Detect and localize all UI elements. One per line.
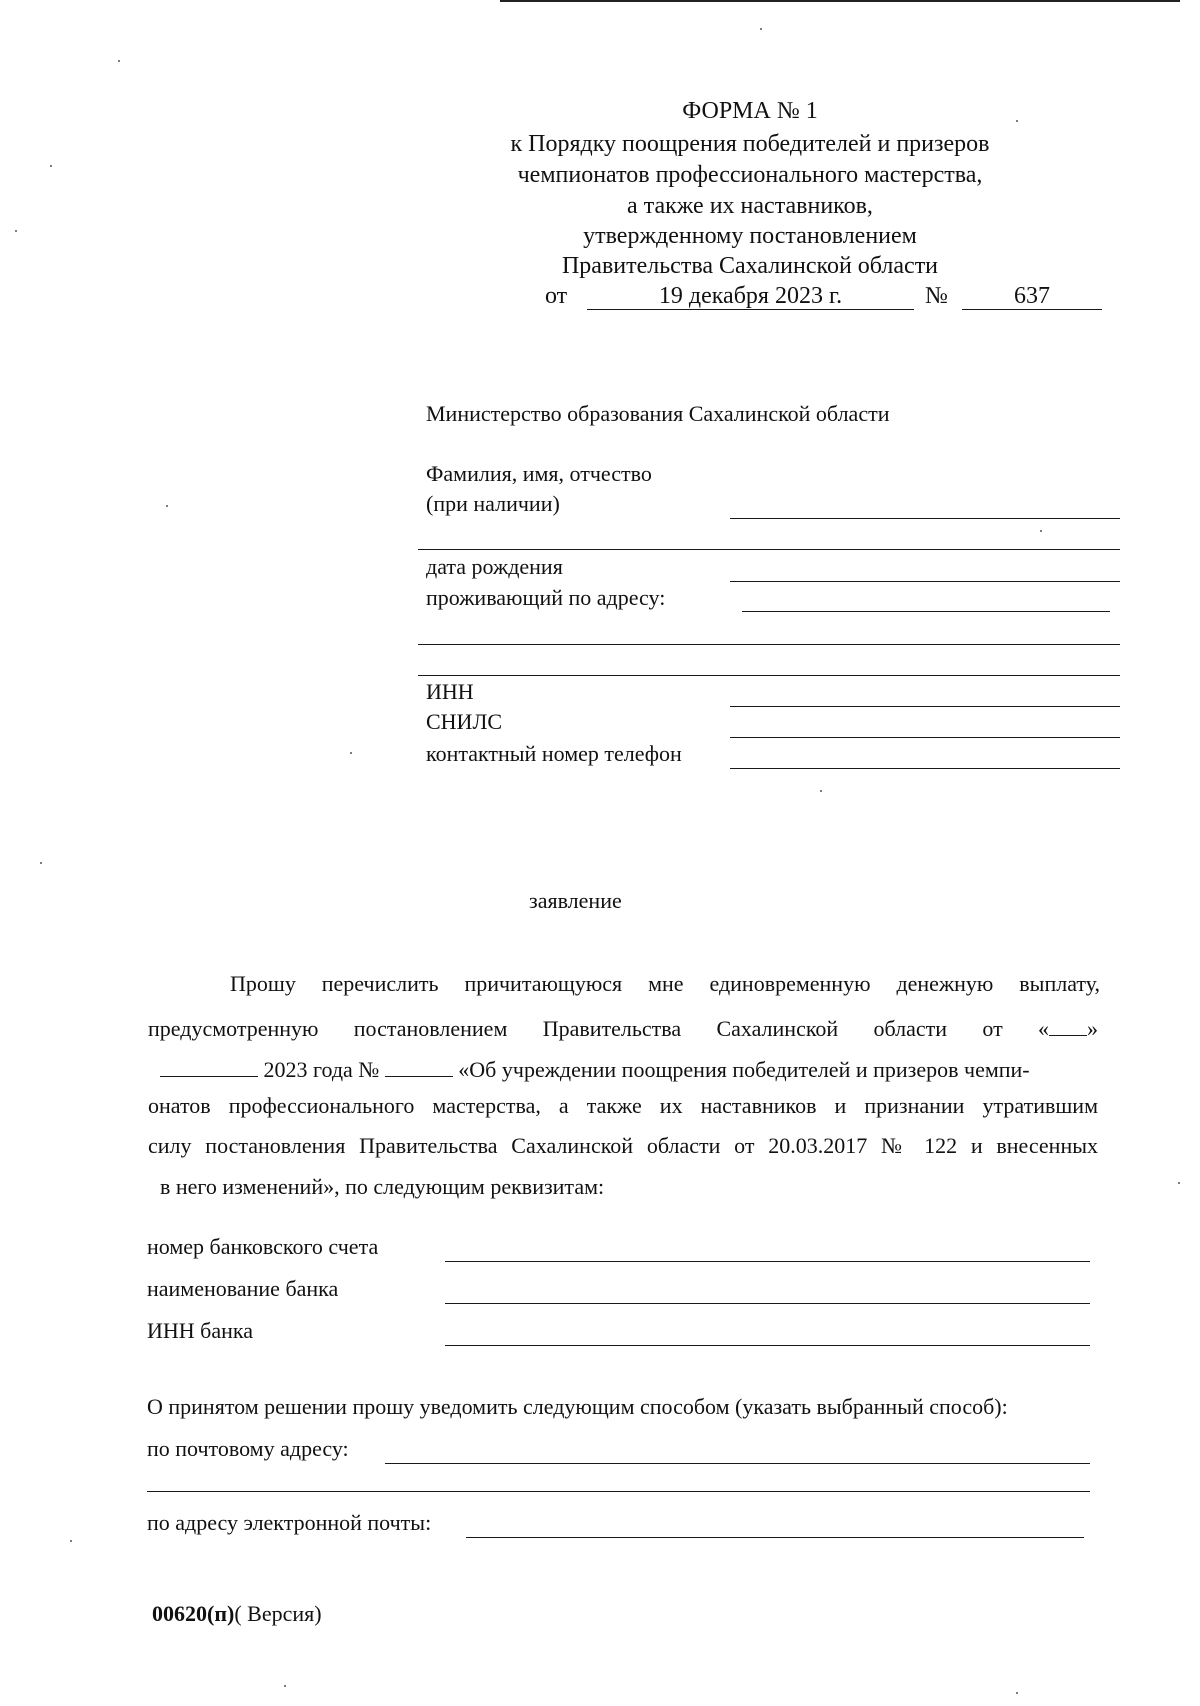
statement-title: заявление — [529, 888, 622, 913]
email-field-line[interactable] — [466, 1537, 1084, 1538]
scan-speck — [118, 60, 120, 62]
snils-field-line[interactable] — [730, 737, 1120, 738]
document-code: 00620(п)( Версия) — [152, 1601, 322, 1626]
fio-label-note: (при наличии) — [426, 491, 560, 516]
fio-field-line-1[interactable] — [730, 518, 1120, 519]
scan-speck — [284, 1685, 286, 1687]
snils-label: СНИЛС — [426, 709, 503, 734]
ministry-name: Министерство образования Сахалинской области — [426, 401, 890, 426]
scan-speck — [15, 230, 17, 232]
fio-label: Фамилия, имя, отчество — [426, 461, 652, 486]
number-prefix: № — [925, 283, 948, 309]
decree-month-field[interactable] — [160, 1051, 258, 1077]
header-line-3: а также их наставников, — [627, 193, 873, 219]
form-title: ФОРМА № 1 — [682, 98, 818, 124]
inn-label: ИНН — [426, 679, 474, 704]
decree-number-field[interactable] — [385, 1051, 453, 1077]
date-prefix: от — [545, 283, 568, 309]
header-line-5: Правительства Сахалинской области — [561, 253, 939, 279]
inn-field-line[interactable] — [730, 706, 1120, 707]
address-field-line-3[interactable] — [418, 675, 1120, 676]
phone-label: контактный номер телефон — [426, 741, 682, 766]
bank-inn-field-line[interactable] — [445, 1345, 1090, 1346]
scan-speck — [70, 1540, 72, 1542]
decree-number: 637 — [1014, 283, 1050, 309]
bank-inn-label: ИНН банка — [147, 1318, 254, 1343]
postal-address-field-line-2[interactable] — [147, 1491, 1090, 1492]
birth-date-label: дата рождения — [426, 554, 563, 579]
statement-line-2: предусмотренную постановлением Правительства Сахалинской области от « » — [148, 1010, 1098, 1043]
postal-address-label: по почтовому адресу: — [147, 1436, 349, 1461]
statement-line-4: онатов профессионального мастерства, а также их наставников и признании утратившим — [148, 1093, 1098, 1118]
email-label: по адресу электронной почты: — [147, 1510, 432, 1535]
address-label: проживающий по адресу: — [426, 585, 666, 610]
fio-field-line-2[interactable] — [418, 549, 1120, 550]
scan-speck — [50, 165, 52, 167]
scan-speck — [1178, 1182, 1180, 1184]
date-underline — [587, 309, 914, 310]
scan-speck — [166, 505, 168, 507]
notification-intro: О принятом решении прошу уведомить следующим способом (указать выбранный способ): — [147, 1394, 1008, 1419]
bank-name-field-line[interactable] — [445, 1303, 1090, 1304]
decree-date: 19 декабря 2023 г. — [658, 283, 843, 309]
address-field-line-2[interactable] — [418, 644, 1120, 645]
bank-name-label: наименование банка — [147, 1276, 339, 1301]
statement-line-3: 2023 года № «Об учреждении поощрения победителей и призеров чемпи- — [160, 1051, 1100, 1084]
postal-address-field-line-1[interactable] — [385, 1463, 1090, 1464]
number-underline — [962, 309, 1102, 310]
statement-line-5: силу постановления Правительства Сахалинской области от 20.03.2017 № 122 и внесенных — [148, 1133, 1098, 1158]
scan-speck — [1016, 1692, 1018, 1694]
scan-speck — [1016, 120, 1018, 122]
scan-speck — [1040, 530, 1042, 532]
header-line-4: утвержденному постановлением — [583, 223, 917, 249]
bank-account-label: номер банковского счета — [147, 1234, 379, 1259]
top-edge-line — [500, 0, 1180, 2]
decree-day-field[interactable] — [1049, 1010, 1087, 1036]
statement-line-6: в него изменений», по следующим реквизитам: — [160, 1174, 605, 1199]
bank-account-field-line[interactable] — [445, 1261, 1090, 1262]
scan-speck — [350, 752, 352, 754]
scan-speck — [40, 862, 42, 864]
statement-line-1: Прошу перечислить причитающуюся мне единовременную денежную выплату, — [230, 971, 1101, 996]
header-line-2: чемпионатов профессионального мастерства, — [517, 162, 983, 188]
scan-speck — [820, 790, 822, 792]
scan-speck — [760, 28, 762, 30]
header-line-1: к Порядку поощрения победителей и призеров — [510, 131, 990, 157]
address-field-line-1[interactable] — [742, 611, 1110, 612]
birth-date-field-line[interactable] — [730, 581, 1120, 582]
phone-field-line[interactable] — [730, 768, 1120, 769]
